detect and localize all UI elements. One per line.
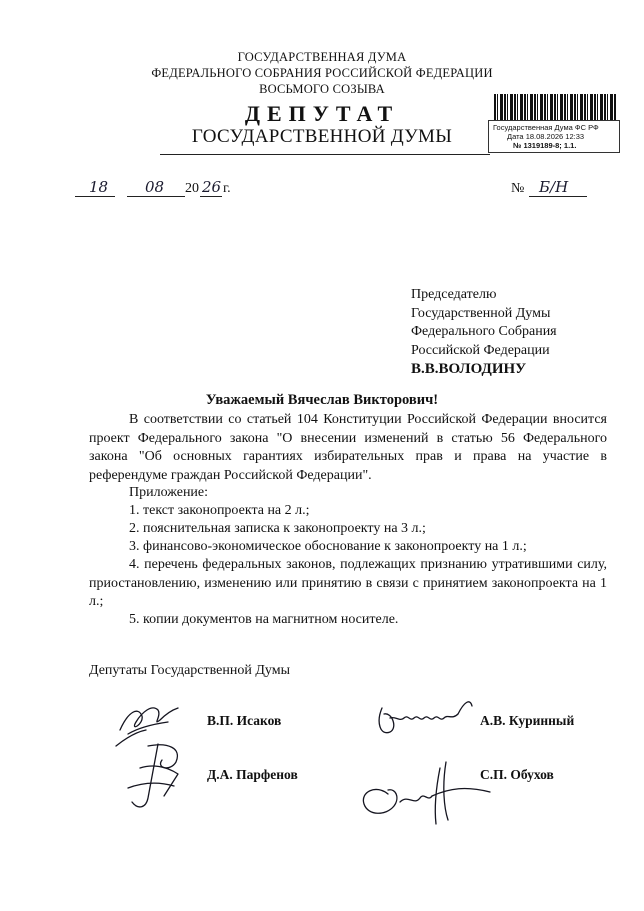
letterhead-rule [160, 154, 490, 155]
signature-parfenov [118, 738, 208, 818]
attachments-label: Приложение: [129, 485, 209, 500]
stamp-box [488, 120, 620, 153]
date-year-mark: г. [223, 181, 231, 196]
addressee-block [411, 286, 636, 379]
date-year-rule [200, 196, 222, 197]
date-month-rule [127, 196, 185, 197]
stamp-line-2: Дата 18.08.2026 12:33 [507, 132, 585, 141]
signatory-name-parfenov: Д.А. Парфенов [207, 767, 298, 782]
addressee-line-4: Российской Федерации [411, 342, 550, 358]
letterhead-title: ДЕПУТАТ [244, 101, 400, 126]
addressee-line-2: Государственной Думы [411, 305, 551, 321]
signatory-name-isakov: В.П. Исаков [207, 713, 282, 728]
addressee-line-3: Федерального Собрания [411, 324, 557, 339]
barcode [494, 94, 616, 120]
date-year-suffix: 26 [202, 178, 222, 196]
signatures-label: Депутаты Государственной Думы [89, 663, 290, 678]
letterhead-line-1: ГОСУДАРСТВЕННАЯ ДУМА [237, 50, 407, 64]
stamp-line-3: № 1319189-8; 1.1. [513, 141, 577, 150]
signature-kurinny [372, 688, 482, 748]
date-day-rule [75, 196, 115, 197]
signatory-name-kurinny: А.В. Куринный [480, 713, 575, 728]
number-label: № [511, 181, 525, 196]
attachment-item-1: 1. текст законопроекта на 2 л.; [129, 503, 310, 518]
letterhead-line-3: ВОСЬМОГО СОЗЫВА [259, 82, 385, 96]
registration-stamp [488, 94, 620, 153]
date-month: 08 [145, 178, 165, 196]
attachment-item-2: 2. пояснительная записка к законопроекту на 3 л.; [129, 521, 426, 536]
stamp-line-1: Государственная Дума ФС РФ [493, 123, 599, 132]
attachment-item-3: 3. финансово-экономическое обоснование к законопроекту на 1 л.; [129, 539, 527, 554]
salutation: Уважаемый Вячеслав Викторович! [205, 392, 439, 408]
attachment-item-5: 5. копии документов на магнитном носителе. [129, 612, 399, 627]
addressee-name: В.В.ВОЛОДИНУ [411, 361, 527, 377]
letterhead-subtitle: ГОСУДАРСТВЕННОЙ ДУМЫ [191, 126, 453, 147]
number-rule [529, 196, 587, 197]
letterhead-line-2: ФЕДЕРАЛЬНОГО СОБРАНИЯ РОССИЙСКОЙ ФЕДЕРАЦИИ [151, 66, 493, 80]
signatory-name-obukhov: С.П. Обухов [480, 767, 554, 782]
date-day: 18 [89, 178, 109, 196]
date-year-prefix: 20 [185, 181, 199, 196]
date-line [75, 178, 635, 202]
number-value: Б/Н [539, 178, 569, 196]
body-paragraph: В соответствии со статьей 104 Конституции Российской Федерации вносится проект Федерального закона "О внесении изменений в статью 56 Федерального закона "Об основных гарантиях избирательных прав и права на участие в референдуме граждан Российской Федерации". [89, 412, 607, 483]
addressee-line-1: Председателю [411, 287, 497, 302]
attachment-item-4: 4. перечень федеральных законов, подлежащих признанию утратившими силу, приостановлению, изменению или принятию в связи с принятием законопроекта на 1 л.; [89, 557, 607, 609]
signature-obukhov [350, 758, 510, 828]
